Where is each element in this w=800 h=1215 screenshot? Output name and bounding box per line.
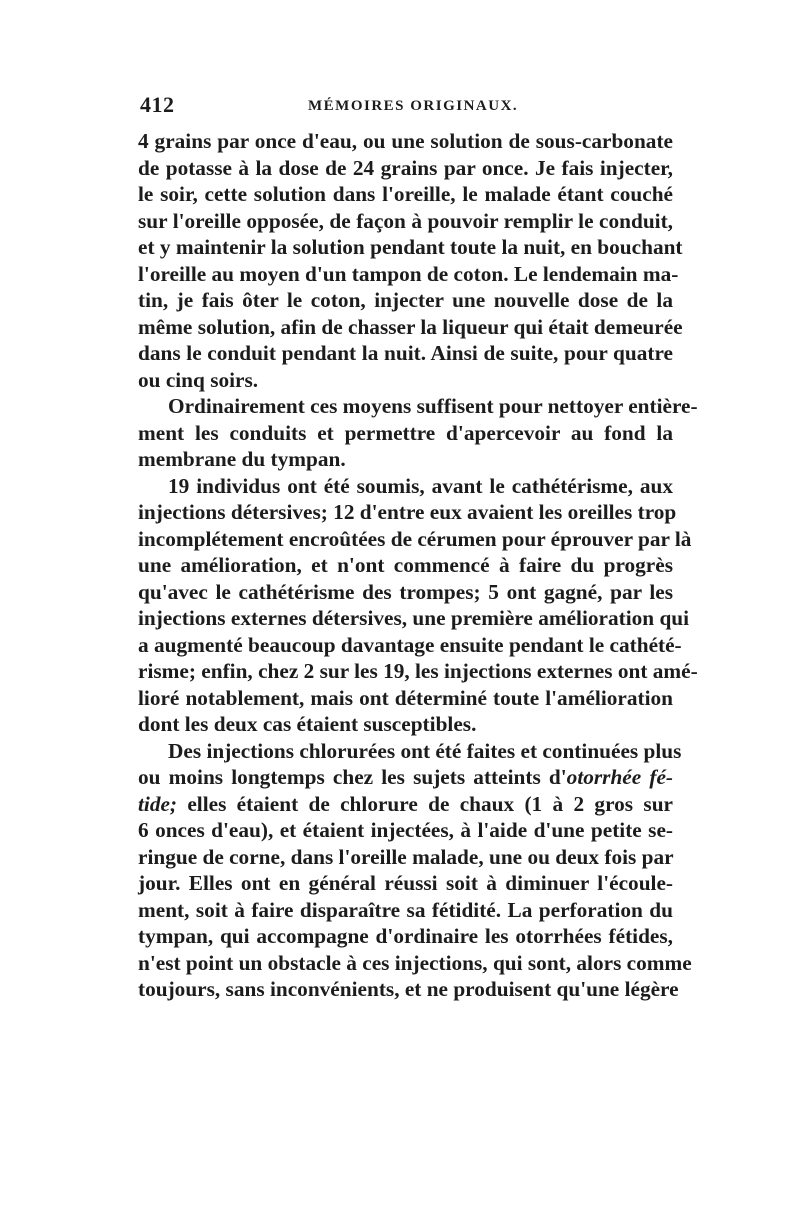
text-line: 6 onces d'eau), et étaient injectées, à l'aide d'une petite se- (138, 818, 673, 842)
italic-term: tide; (138, 791, 178, 816)
text-line: n'est point un obstacle à ces injections, qui sont, alors comme (138, 950, 692, 975)
body-text (138, 128, 698, 1003)
text-line: dont les deux cas étaient susceptibles. (138, 712, 477, 736)
text-line: dans le conduit pendant la nuit. Ainsi de suite, pour quatre (138, 341, 673, 365)
text-line: 4 grains par once d'eau, ou une solution de sous-carbonate (138, 129, 673, 153)
text-run: ou moins longtemps chez les sujets atteints d' (138, 765, 567, 789)
text-line: de potasse à la dose de 24 grains par once. Je fais injecter, (138, 155, 673, 180)
text-line: Des injections chlorurées ont été faites et continuées plus (168, 738, 682, 763)
text-line: ment, soit à faire disparaître sa fétidité. La perforation du (138, 897, 673, 922)
text-line: ment les conduits et permettre d'apercevoir au fond la (138, 420, 673, 445)
text-line: le soir, cette solution dans l'oreille, le malade étant couché (138, 182, 673, 206)
text-line: membrane du tympan. (138, 447, 346, 471)
text-line: incomplétement encroûtées de cérumen pour éprouver par là (138, 526, 692, 551)
text-line: injections externes détersives, une première amélioration qui (138, 606, 690, 630)
text-line: tympan, qui accompagne d'ordinaire les otorrhées fétides, (138, 924, 673, 948)
text-line: ringue de corne, dans l'oreille malade, une ou deux fois par (138, 844, 674, 869)
text-line: 19 individus ont été soumis, avant le cathétérisme, aux (168, 473, 673, 498)
page-number: 412 (140, 92, 175, 117)
text-line: l'oreille au moyen d'un tampon de coton. Le lendemain ma- (138, 261, 679, 286)
text-line (138, 791, 673, 818)
text-line (138, 764, 673, 791)
text-line: injections détersives; 12 d'entre eux avaient les oreilles trop (138, 500, 677, 524)
text-line: qu'avec le cathétérisme des trompes; 5 ont gagné, par les (138, 579, 673, 604)
text-line: lioré notablement, mais ont déterminé toute l'amélioration (138, 685, 673, 710)
text-line: et y maintenir la solution pendant toute la nuit, en bouchant (138, 235, 683, 259)
text-run: elles étaient de chlorure de chaux (1 à 2 gros sur (177, 791, 673, 816)
text-line: une amélioration, et n'ont commencé à faire du progrès (138, 553, 673, 577)
text-line: risme; enfin, chez 2 sur les 19, les injections externes ont amé- (138, 659, 698, 683)
text-line: jour. Elles ont en général réussi soit à diminuer l'écoule- (138, 871, 673, 895)
running-head (138, 92, 673, 128)
text-line: même solution, afin de chasser la liqueur qui était demeurée (138, 314, 683, 339)
text-line: a augmenté beaucoup davantage ensuite pendant le cathété- (138, 632, 682, 657)
document-page (138, 92, 698, 1003)
text-line: toujours, sans inconvénients, et ne produisent qu'une légère (138, 977, 679, 1001)
italic-term: otorrhée fé- (566, 765, 674, 789)
text-line: tin, je fais ôter le coton, injecter une nouvelle dose de la (138, 288, 673, 312)
text-line: ou cinq soirs. (138, 367, 259, 392)
text-line: Ordinairement ces moyens suffisent pour nettoyer entière- (168, 394, 698, 418)
text-line: sur l'oreille opposée, de façon à pouvoir remplir le conduit, (138, 208, 673, 233)
running-title: MÉMOIRES ORIGINAUX. (308, 98, 519, 114)
